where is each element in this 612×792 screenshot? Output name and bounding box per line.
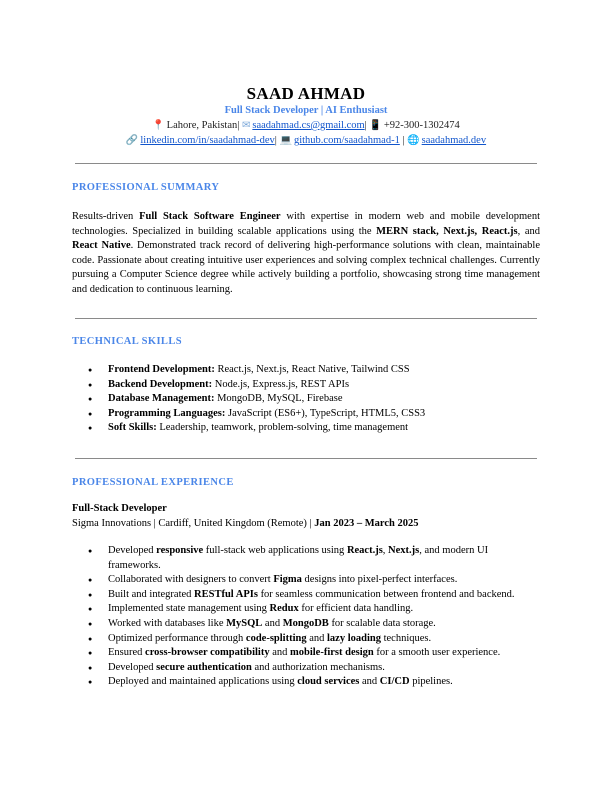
job-bullet: [72, 602, 540, 617]
job-company: Sigma Innovations | Cardiff, United Kingdom (Remote) |: [72, 518, 315, 529]
text: techniques.: [380, 632, 432, 644]
text: Implemented state management using: [108, 603, 270, 615]
job-bullet: [72, 675, 540, 690]
text: and: [262, 617, 283, 629]
job-dates: Jan 2023 – March 2025: [314, 518, 419, 529]
bold-text: cloud services: [297, 676, 360, 688]
bold-text: secure authentication: [156, 661, 252, 673]
text: and: [306, 632, 328, 644]
bold-text: responsive: [156, 545, 204, 556]
text: for a smooth user experience.: [373, 647, 501, 659]
bold-text: Figma: [273, 574, 302, 586]
text: Leadership, teamwork, problem-solving, time management: [156, 422, 409, 434]
globe-icon: 🌐: [407, 135, 420, 146]
laptop-icon: 💻: [279, 135, 292, 146]
bold-text: Database Management:: [108, 393, 215, 405]
text: Collaborated with designers to convert: [108, 574, 274, 586]
bold-text: React.js: [346, 545, 383, 556]
skills-list: [72, 363, 540, 436]
bold-text: lazy loading: [327, 632, 381, 644]
phone-icon: 📱: [369, 120, 382, 131]
candidate-name: SAAD AHMAD: [246, 84, 366, 103]
text: , and modern UI frameworks.: [108, 545, 489, 571]
divider: [75, 318, 537, 319]
experience-heading: PROFESSIONAL EXPERIENCE: [72, 477, 234, 488]
job-bullet: [72, 646, 540, 661]
separator: |: [364, 120, 367, 131]
separator: |: [237, 120, 240, 131]
skill-item: [72, 378, 540, 393]
text: MongoDB, MySQL, Firebase: [214, 393, 343, 405]
text: full-stack web applications using: [203, 545, 347, 556]
contact-line-2: [0, 135, 612, 146]
envelope-icon: ✉: [241, 120, 251, 131]
skill-item: [72, 392, 540, 407]
skills-heading: TECHNICAL SKILLS: [72, 336, 182, 347]
job-bullet: [72, 632, 540, 647]
summary-heading: PROFESSIONAL SUMMARY: [72, 182, 220, 193]
text: Developed: [108, 545, 157, 556]
job-bullet: [72, 661, 540, 676]
text: Node.js, Express.js, REST APIs: [212, 378, 350, 390]
bold-text: Next.js: [388, 545, 420, 556]
location: Lahore, Pakistan: [166, 120, 238, 131]
text: Ensured: [108, 647, 146, 659]
bold-text: Redux: [269, 603, 299, 615]
job-bullet: [72, 588, 540, 603]
text: and: [269, 647, 291, 659]
text: with expertise in modern web and mobile development technologies. Specialized in building scalable applications using the: [72, 211, 540, 237]
bold-text: React Native: [72, 240, 131, 252]
bold-text: RESTful APIs: [194, 588, 258, 600]
bold-text: Full Stack Software Engineer: [139, 211, 281, 222]
linkedin-link[interactable]: linkedin.com/in/saadahmad-dev: [140, 135, 275, 146]
text: Results-driven: [72, 211, 140, 222]
bold-text: mobile-first design: [290, 647, 374, 659]
contact-line-1: [0, 120, 612, 131]
separator: |: [274, 135, 277, 146]
job-bullet: [72, 544, 540, 573]
text: Developed: [108, 661, 157, 673]
text: Deployed and maintained applications using: [108, 676, 298, 688]
bold-text: cross-browser compatibility: [145, 647, 270, 659]
skill-item: [72, 421, 540, 436]
github-link[interactable]: github.com/saadahmad-1: [293, 135, 400, 146]
text: and authorization mechanisms.: [251, 661, 385, 673]
job-title: Full-Stack Developer: [72, 503, 167, 514]
text: pipelines.: [409, 676, 453, 688]
email-link[interactable]: saadahmad.cs@gmail.com: [252, 120, 365, 131]
summary-text: [72, 210, 540, 298]
text: designs into pixel-perfect interfaces.: [301, 574, 458, 586]
separator: |: [402, 135, 405, 146]
phone: +92-300-1302474: [383, 120, 460, 131]
pin-icon: 📍: [152, 120, 165, 131]
bold-text: CI/CD: [379, 676, 410, 688]
bold-text: Backend Development:: [108, 378, 213, 390]
text: Optimized performance through: [108, 632, 246, 644]
bold-text: code-splitting: [245, 632, 307, 644]
candidate-subtitle: Full Stack Developer | AI Enthusiast: [224, 105, 388, 116]
text: for seamless communication between frontend and backend.: [257, 588, 515, 600]
bold-text: Frontend Development:: [108, 364, 215, 375]
text: React.js, Next.js, React Native, Tailwind CSS: [214, 364, 410, 375]
job-meta: [72, 518, 419, 529]
job-bullet: [72, 573, 540, 588]
bold-text: MySQL: [226, 617, 263, 629]
bold-text: MERN stack, Next.js, React.js: [376, 225, 518, 237]
text: . Demonstrated track record of delivering high-performance solutions with clean, maintainable code. Passionate about creating intuitive user experiences and solving complex technical challenges. Currently pursuing a Computer Science degree while actively building a portfolio, showcasing strong time management and dedication to continuous learning.: [72, 240, 540, 295]
bold-text: MongoDB: [282, 617, 329, 629]
skill-item: [72, 407, 540, 422]
skill-item: [72, 363, 540, 378]
bold-text: Programming Languages:: [108, 407, 226, 419]
text: for scalable data storage.: [328, 617, 436, 629]
job-bullets: [72, 544, 540, 690]
website-link[interactable]: saadahmad.dev: [421, 135, 487, 146]
link-icon: 🔗: [125, 135, 139, 146]
job-bullet: [72, 617, 540, 632]
text: ,: [382, 545, 389, 556]
text: for efficient data handling.: [298, 603, 414, 615]
text: Worked with databases like: [108, 617, 227, 629]
text: JavaScript (ES6+), TypeScript, HTML5, CSS3: [225, 407, 426, 419]
divider: [75, 163, 537, 164]
text: and: [359, 676, 380, 688]
text: , and: [517, 225, 541, 237]
text: Built and integrated: [108, 588, 195, 600]
bold-text: Soft Skills:: [108, 422, 157, 434]
divider: [75, 458, 537, 459]
